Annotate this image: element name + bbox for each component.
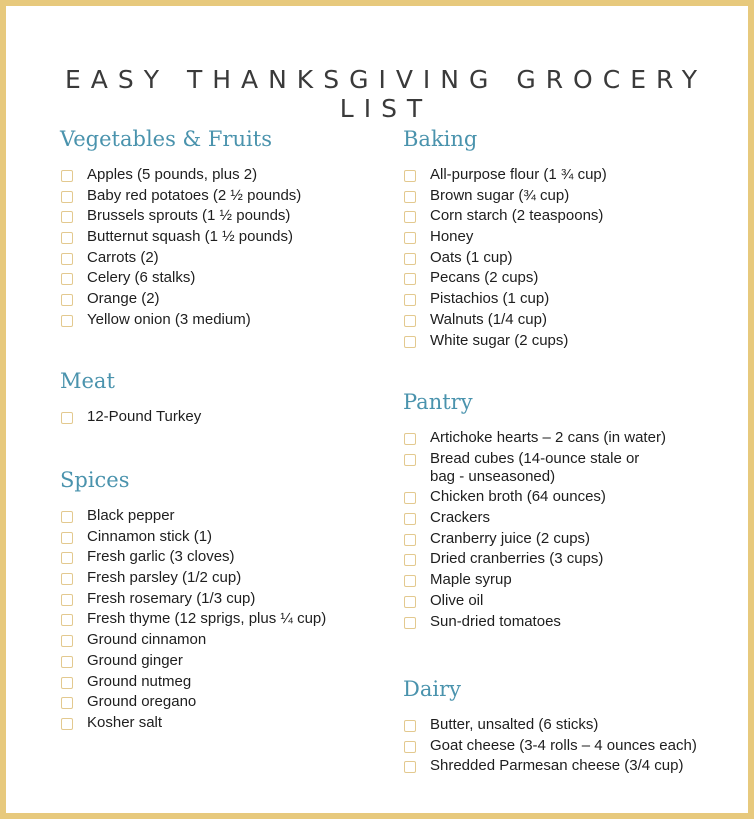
checkbox-icon[interactable] bbox=[404, 596, 416, 608]
list-item bbox=[403, 249, 607, 267]
list-item bbox=[403, 166, 607, 184]
checkbox-icon[interactable] bbox=[404, 534, 416, 546]
checkbox-icon[interactable] bbox=[61, 211, 73, 223]
list-item bbox=[403, 737, 697, 755]
list-item bbox=[403, 550, 666, 568]
list-item bbox=[403, 187, 607, 205]
item-label: Fresh thyme (12 sprigs, plus ¼ cup) bbox=[87, 610, 327, 628]
list-item bbox=[403, 269, 607, 287]
item-label: Fresh rosemary (1/3 cup) bbox=[87, 589, 256, 607]
checkbox-icon[interactable] bbox=[404, 170, 416, 182]
list-item bbox=[60, 631, 326, 649]
checkbox-icon[interactable] bbox=[404, 741, 416, 753]
checkbox-icon[interactable] bbox=[404, 232, 416, 244]
checkbox-icon[interactable] bbox=[404, 273, 416, 285]
item-label-continued: bag - unseasoned) bbox=[430, 467, 556, 485]
list-item bbox=[60, 311, 301, 329]
list-item bbox=[60, 610, 326, 628]
list-item bbox=[403, 450, 666, 486]
section-heading: Vegetables & Fruits bbox=[60, 127, 272, 151]
list-item bbox=[60, 548, 326, 566]
checkbox-icon[interactable] bbox=[61, 294, 73, 306]
list-item bbox=[60, 714, 326, 732]
item-label: Ground ginger bbox=[87, 651, 183, 669]
checkbox-icon[interactable] bbox=[61, 614, 73, 626]
item-label: Pistachios (1 cup) bbox=[430, 290, 550, 308]
list-item bbox=[60, 207, 301, 225]
list-item bbox=[403, 757, 697, 775]
list-item bbox=[403, 311, 607, 329]
checkbox-icon[interactable] bbox=[61, 191, 73, 203]
item-label: Fresh parsley (1/2 cup) bbox=[87, 569, 242, 587]
list-item bbox=[60, 507, 326, 525]
checkbox-icon[interactable] bbox=[61, 253, 73, 265]
list-item bbox=[403, 509, 666, 527]
section-heading: Baking bbox=[403, 127, 478, 151]
item-label: Baby red potatoes (2 ½ pounds) bbox=[87, 186, 302, 204]
list-item bbox=[403, 228, 607, 246]
list-item bbox=[403, 530, 666, 548]
item-list bbox=[403, 716, 697, 775]
checkbox-icon[interactable] bbox=[404, 211, 416, 223]
checkbox-icon[interactable] bbox=[404, 575, 416, 587]
checkbox-icon[interactable] bbox=[404, 720, 416, 732]
list-item bbox=[403, 207, 607, 225]
checkbox-icon[interactable] bbox=[404, 617, 416, 629]
item-label: Butter, unsalted (6 sticks) bbox=[430, 716, 599, 733]
item-label: Ground oregano bbox=[87, 693, 197, 711]
checkbox-icon[interactable] bbox=[404, 253, 416, 265]
list-item bbox=[403, 592, 666, 610]
checkbox-icon[interactable] bbox=[404, 554, 416, 566]
section-heading: Meat bbox=[60, 369, 115, 393]
item-label: Bread cubes (14-ounce stale or bbox=[430, 449, 640, 467]
list-item bbox=[60, 249, 301, 267]
item-label: Apples (5 pounds, plus 2) bbox=[87, 166, 258, 183]
checkbox-icon[interactable] bbox=[61, 412, 73, 424]
list-item bbox=[403, 332, 607, 350]
item-label: Celery (6 stalks) bbox=[87, 269, 196, 287]
section-dairy bbox=[403, 674, 697, 778]
list-item bbox=[403, 571, 666, 589]
checkbox-icon[interactable] bbox=[404, 294, 416, 306]
list-item bbox=[60, 590, 326, 608]
item-label: Brown sugar (¾ cup) bbox=[430, 186, 570, 204]
checkbox-icon[interactable] bbox=[404, 336, 416, 348]
checkbox-icon[interactable] bbox=[404, 433, 416, 445]
item-label: Cinnamon stick (1) bbox=[87, 527, 213, 545]
list-item bbox=[60, 528, 326, 546]
item-label: White sugar (2 cups) bbox=[430, 331, 569, 349]
item-label: Honey bbox=[430, 228, 474, 246]
checkbox-icon[interactable] bbox=[61, 232, 73, 244]
list-item bbox=[60, 228, 301, 246]
item-label: Butternut squash (1 ½ pounds) bbox=[87, 228, 293, 246]
list-item bbox=[60, 652, 326, 670]
item-label: Yellow onion (3 medium) bbox=[87, 310, 251, 328]
list-item bbox=[403, 613, 666, 631]
checkbox-icon[interactable] bbox=[404, 315, 416, 327]
checkbox-icon[interactable] bbox=[61, 697, 73, 709]
item-label: Crackers bbox=[430, 509, 491, 527]
item-list bbox=[60, 507, 326, 732]
list-item bbox=[60, 569, 326, 587]
section-pantry bbox=[403, 387, 666, 633]
checkbox-icon[interactable] bbox=[61, 511, 73, 523]
item-label: Shredded Parmesan cheese (3/4 cup) bbox=[430, 757, 684, 775]
list-item bbox=[60, 166, 301, 184]
item-label: Pecans (2 cups) bbox=[430, 269, 539, 287]
item-label: Cranberry juice (2 cups) bbox=[430, 529, 591, 547]
checkbox-icon[interactable] bbox=[61, 552, 73, 564]
list-item bbox=[60, 269, 301, 287]
item-label: Fresh garlic (3 cloves) bbox=[87, 548, 235, 566]
checkbox-icon[interactable] bbox=[404, 492, 416, 504]
checkbox-icon[interactable] bbox=[404, 191, 416, 203]
item-list bbox=[403, 429, 666, 631]
section-meat bbox=[60, 366, 201, 429]
item-label: Maple syrup bbox=[430, 571, 512, 589]
item-label: Ground cinnamon bbox=[87, 631, 207, 649]
list-item bbox=[403, 429, 666, 447]
item-label: Black pepper bbox=[87, 507, 175, 524]
item-label: 12-Pound Turkey bbox=[87, 408, 202, 425]
section-vegetables-fruits bbox=[60, 124, 301, 332]
checkbox-icon[interactable] bbox=[61, 594, 73, 606]
list-item bbox=[60, 408, 201, 426]
list-item bbox=[60, 673, 326, 691]
checkbox-icon[interactable] bbox=[61, 170, 73, 182]
item-label: Corn starch (2 teaspoons) bbox=[430, 207, 604, 225]
item-label: Dried cranberries (3 cups) bbox=[430, 550, 604, 568]
checkbox-icon[interactable] bbox=[61, 573, 73, 585]
checkbox-icon[interactable] bbox=[61, 273, 73, 285]
list-item bbox=[60, 290, 301, 308]
item-label: Oats (1 cup) bbox=[430, 248, 513, 266]
item-label: Chicken broth (64 ounces) bbox=[430, 488, 606, 506]
item-label: Orange (2) bbox=[87, 290, 160, 308]
item-label: All-purpose flour (1 ¾ cup) bbox=[430, 166, 607, 183]
section-spices bbox=[60, 465, 326, 735]
item-label: Carrots (2) bbox=[87, 248, 159, 266]
section-baking bbox=[403, 124, 607, 352]
page-title: EASY THANKSGIVING GROCERY LIST bbox=[64, 64, 708, 123]
list-item bbox=[403, 488, 666, 506]
section-heading: Spices bbox=[60, 468, 130, 492]
item-label: Ground nutmeg bbox=[87, 672, 192, 690]
checkbox-icon[interactable] bbox=[404, 761, 416, 773]
checkbox-icon[interactable] bbox=[61, 315, 73, 327]
list-item bbox=[60, 187, 301, 205]
section-heading: Pantry bbox=[403, 390, 473, 414]
section-heading: Dairy bbox=[403, 677, 461, 701]
checkbox-icon[interactable] bbox=[404, 454, 416, 466]
item-label: Goat cheese (3-4 rolls – 4 ounces each) bbox=[430, 736, 697, 754]
item-label: Artichoke hearts – 2 cans (in water) bbox=[430, 429, 666, 446]
item-label: Kosher salt bbox=[87, 713, 163, 731]
checkbox-icon[interactable] bbox=[61, 635, 73, 647]
list-item bbox=[403, 290, 607, 308]
list-item bbox=[403, 716, 697, 734]
item-label: Sun-dried tomatoes bbox=[430, 612, 561, 630]
item-label: Brussels sprouts (1 ½ pounds) bbox=[87, 207, 291, 225]
checkbox-icon[interactable] bbox=[404, 513, 416, 525]
item-label: Olive oil bbox=[430, 591, 484, 609]
checkbox-icon[interactable] bbox=[61, 718, 73, 730]
item-list bbox=[403, 166, 607, 350]
item-list bbox=[60, 166, 301, 329]
checkbox-icon[interactable] bbox=[61, 677, 73, 689]
item-list bbox=[60, 408, 201, 426]
item-label: Walnuts (1/4 cup) bbox=[430, 310, 547, 328]
checkbox-icon[interactable] bbox=[61, 656, 73, 668]
list-item bbox=[60, 693, 326, 711]
checkbox-icon[interactable] bbox=[61, 532, 73, 544]
